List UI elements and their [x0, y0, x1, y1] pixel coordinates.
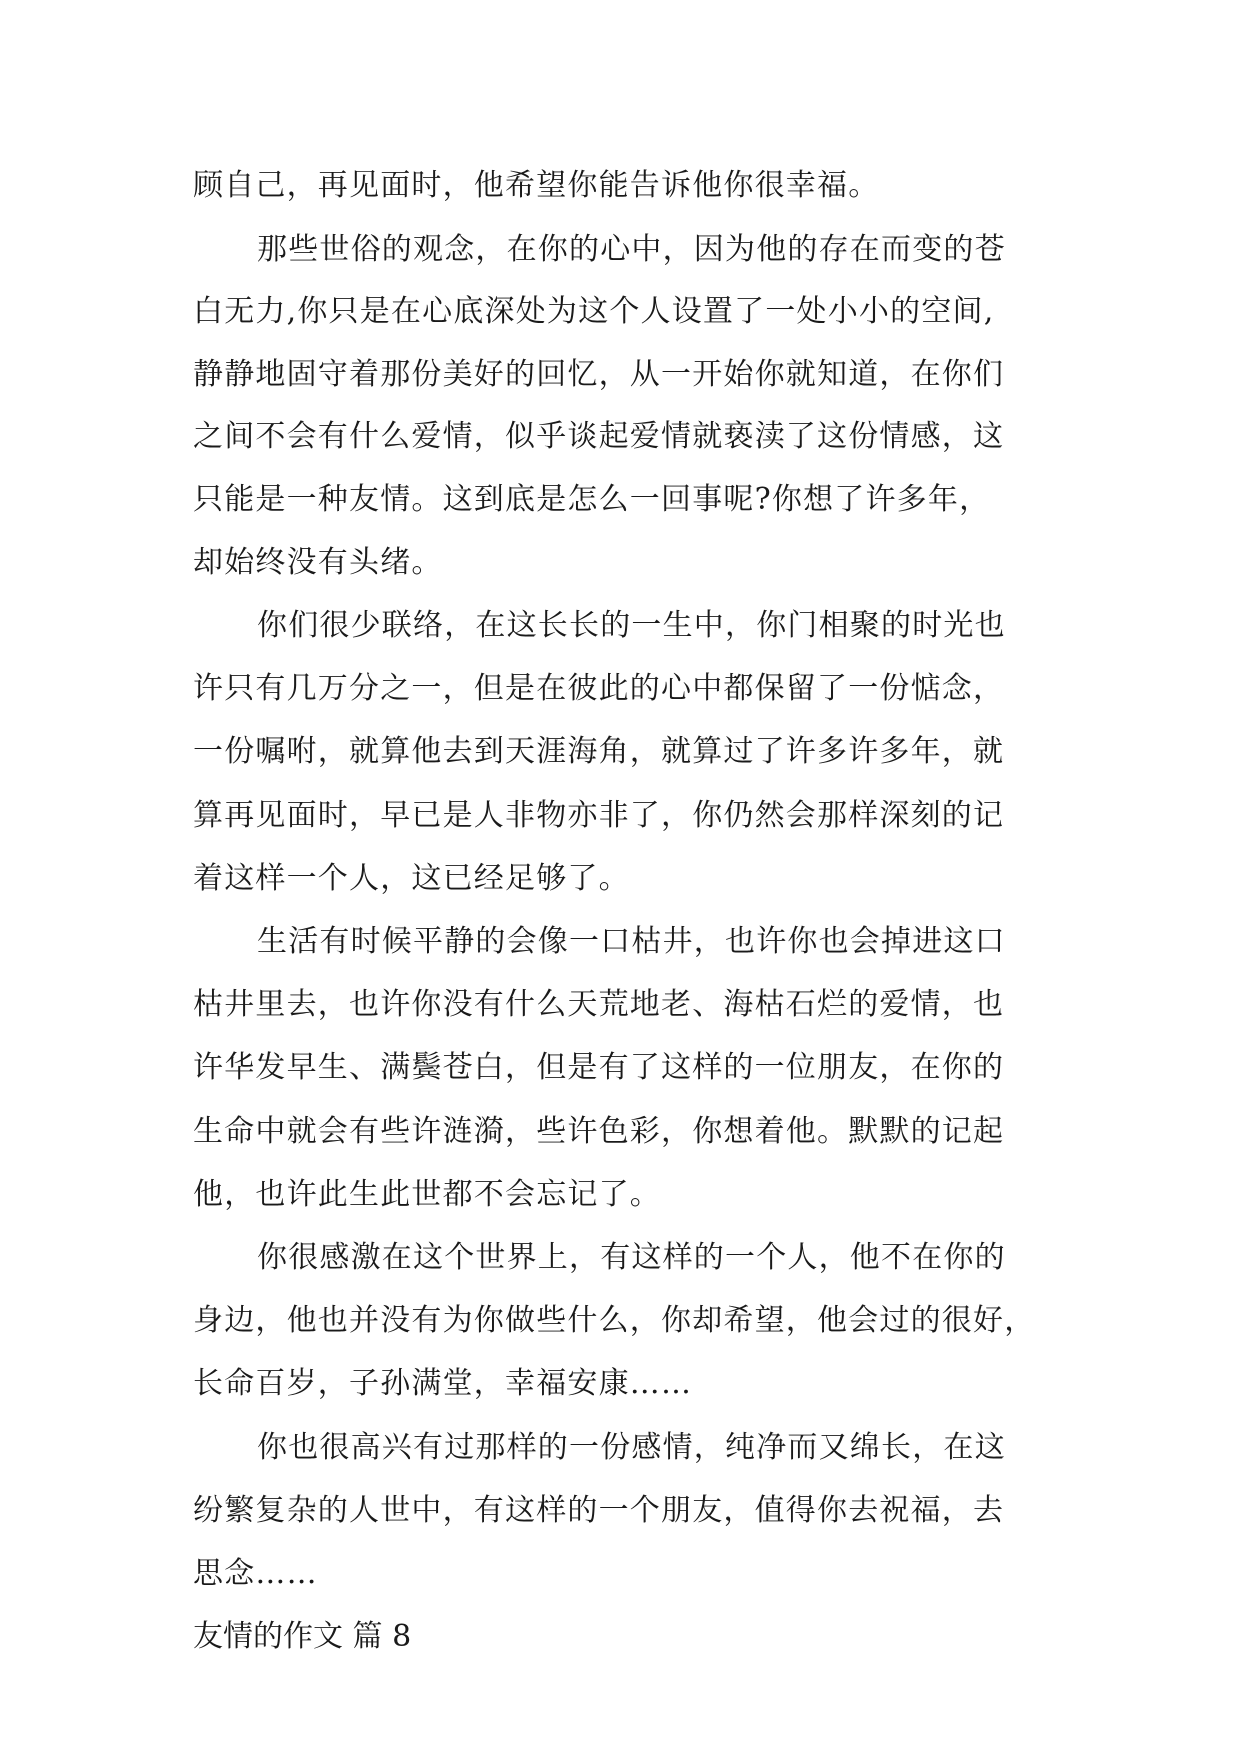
- section-heading: 友情的作文 篇 8: [193, 1619, 412, 1654]
- paragraph-start-line: 你也很高兴有过那样的一份感情，纯净而又绵长，在这: [257, 1430, 1006, 1465]
- text-line: 许只有几万分之一，但是在彼此的心中都保留了一份惦念，: [193, 671, 1005, 706]
- text-line: 生命中就会有些许涟漪，些许色彩，你想着他。默默的记起: [193, 1114, 1005, 1149]
- text-line: 算再见面时，早已是人非物亦非了，你仍然会那样深刻的记: [193, 798, 1005, 833]
- text-line: 白无力,你只是在心底深处为这个人设置了一处小小的空间,: [193, 294, 995, 329]
- text-line: 身边，他也并没有为你做些什么，你却希望，他会过的很好，: [193, 1303, 1036, 1338]
- text-line: 思念……: [193, 1556, 318, 1591]
- text-line: 纷繁复杂的人世中，有这样的一个朋友，值得你去祝福，去: [193, 1493, 1005, 1528]
- text-line: 却始终没有头绪。: [193, 545, 443, 580]
- text-line: 顾自己，再见面时，他希望你能告诉他你很幸福。: [193, 168, 880, 203]
- text-line: 之间不会有什么爱情，似乎谈起爱情就亵渎了这份情感，这: [193, 419, 1005, 454]
- text-line: 许华发早生、满鬓苍白，但是有了这样的一位朋友，在你的: [193, 1050, 1005, 1085]
- text-line: 枯井里去，也许你没有什么天荒地老、海枯石烂的爱情，也: [193, 987, 1005, 1022]
- text-line: 他，也许此生此世都不会忘记了。: [193, 1177, 661, 1212]
- text-line: 一份嘱咐，就算他去到天涯海角，就算过了许多许多年，就: [193, 734, 1005, 769]
- text-line: 只能是一种友情。这到底是怎么一回事呢?你想了许多年，: [193, 482, 991, 517]
- paragraph-start-line: 你们很少联络，在这长长的一生中，你门相聚的时光也: [257, 608, 1006, 643]
- text-line: 长命百岁，子孙满堂，幸福安康……: [193, 1366, 693, 1401]
- paragraph-start-line: 你很感激在这个世界上，有这样的一个人，他不在你的: [257, 1240, 1006, 1275]
- paragraph-start-line: 生活有时候平静的会像一口枯井，也许你也会掉进这口: [257, 924, 1006, 959]
- text-line: 静静地固守着那份美好的回忆，从一开始你就知道，在你们: [193, 357, 1005, 392]
- text-line: 着这样一个人，这已经足够了。: [193, 861, 630, 896]
- paragraph-start-line: 那些世俗的观念，在你的心中，因为他的存在而变的苍: [257, 232, 1006, 267]
